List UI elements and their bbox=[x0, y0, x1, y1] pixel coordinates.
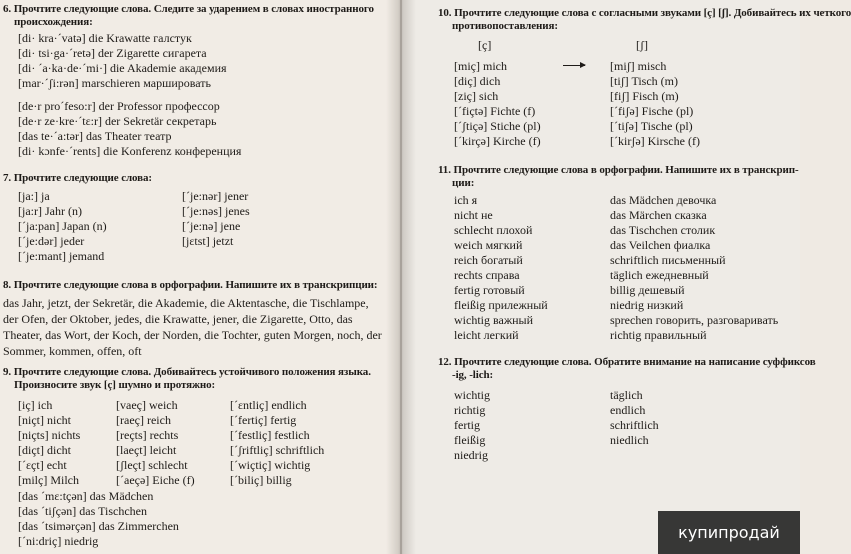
ex9-word: [ʃleçt] schlecht bbox=[116, 458, 188, 472]
ex11-word: richtig правильный bbox=[610, 328, 707, 342]
ex11-word: reich богатый bbox=[454, 253, 523, 267]
ex10-title-line2: противопоставления: bbox=[452, 20, 558, 32]
ex9-word: [ˊɛçt] echt bbox=[18, 458, 67, 472]
ex9-word: [das ˊtiʃçən] das Tischchen bbox=[18, 504, 147, 518]
ex12-word: täglich bbox=[610, 388, 643, 402]
ex6-group1 bbox=[18, 31, 227, 91]
ex11-word: ich я bbox=[454, 193, 478, 207]
ex10-word: [miç] mich bbox=[454, 59, 507, 73]
ex7-word: [jɛtst] jetzt bbox=[182, 234, 234, 248]
ex12-word: richtig bbox=[454, 403, 486, 417]
ex10-word: [ˊfiçtə] Fichte (f) bbox=[454, 104, 536, 118]
ex11-word: das Tischchen столик bbox=[610, 223, 716, 237]
right-page bbox=[402, 0, 851, 554]
ex9-col3 bbox=[230, 398, 324, 488]
left-page bbox=[0, 0, 398, 554]
ex12-title-line2: -ig, -lich: bbox=[452, 369, 494, 381]
ex10-word: [ˊkirçə] Kirche (f) bbox=[454, 134, 541, 148]
ex7-word: [ja:] ja bbox=[18, 189, 50, 203]
ex11-word: niedrig низкий bbox=[610, 298, 684, 312]
ex9-word: [ˊaeçə] Eiche (f) bbox=[116, 473, 195, 487]
ex10-word: [fiʃ] Fisch (m) bbox=[610, 89, 679, 103]
ex6-group2 bbox=[18, 99, 241, 159]
ex9-title-line2: Произносите звук [ç] шумно и протяжно: bbox=[14, 379, 216, 391]
ex11-word: das Mädchen девочка bbox=[610, 193, 717, 207]
ex9-tail bbox=[18, 489, 179, 549]
ex11-word: fleißig прилежный bbox=[454, 298, 548, 312]
ex11-word: wichtig важный bbox=[454, 313, 534, 327]
ex9-word: [iç] ich bbox=[18, 398, 53, 412]
ex11-word: fertig готовый bbox=[454, 283, 525, 297]
ex7-word: [ˊje:nəs] jenes bbox=[182, 204, 250, 218]
ex11-word: das Veilchen фиалка bbox=[610, 238, 711, 252]
ex11-word: leicht легкий bbox=[454, 328, 519, 342]
ex9-word: [laeçt] leicht bbox=[116, 443, 177, 457]
ex6-title-line1: 6. Прочтите следующие слова. Следите за ударением в словах иностранного bbox=[3, 3, 374, 15]
ex11-title-line1: 11. Прочтите следующие слова в орфографии. Напишите их в транскрип- bbox=[438, 164, 799, 176]
ex9-word: [reçts] rechts bbox=[116, 428, 179, 442]
ex6-word: [mar·ˊʃi:rən] marschieren маршировать bbox=[18, 76, 212, 90]
ex7-title: 7. Прочтите следующие слова: bbox=[3, 172, 152, 184]
ex9-word: [milç] Milch bbox=[18, 473, 79, 487]
ex9-col1 bbox=[18, 398, 80, 488]
ex11-word: rechts справа bbox=[454, 268, 520, 282]
ex7-col1 bbox=[18, 189, 107, 264]
ex10-head-sh: [ʃ] bbox=[636, 38, 648, 52]
ex12-col2 bbox=[610, 388, 659, 448]
ex10-word: [diç] dich bbox=[454, 74, 501, 88]
ex10-head-c: [ç] bbox=[478, 38, 492, 52]
ex12-word: schriftlich bbox=[610, 418, 659, 432]
ex11-col2 bbox=[610, 193, 778, 343]
ex6-word: [di· kra·ˊvatə] die Krawatte галстук bbox=[18, 31, 192, 45]
ex12-col1 bbox=[454, 388, 490, 463]
ex12-word: fleißig bbox=[454, 433, 486, 447]
ex10-title-line1: 10. Прочтите следующие слова с согласными звуками [ç] [ʃ]. Добивайтесь их четкого bbox=[438, 7, 851, 19]
ex9-word: [ˊbiliç] billig bbox=[230, 473, 292, 487]
ex12-word: fertig bbox=[454, 418, 480, 432]
ex10-word: [ˊtiʃə] Tische (pl) bbox=[610, 119, 693, 133]
ex11-word: weich мягкий bbox=[454, 238, 523, 252]
ex9-word: [das ˊmɛ:tçən] das Mädchen bbox=[18, 489, 154, 503]
ex6-word: [di· tsi·ga·ˊretə] der Zigarette сигарета bbox=[18, 46, 207, 60]
watermark: купипродай bbox=[658, 511, 800, 554]
ex11-word: schriftlich письменный bbox=[610, 253, 726, 267]
ex12-word: niedrig bbox=[454, 448, 488, 462]
ex11-col1 bbox=[454, 193, 548, 343]
ex11-word: billig дешевый bbox=[610, 283, 685, 297]
ex12-word: wichtig bbox=[454, 388, 490, 402]
ex7-word: [ˊje:mant] jemand bbox=[18, 249, 105, 263]
ex6-title-line2: происхождения: bbox=[14, 16, 93, 28]
ex7-word: [ˊje:nə] jene bbox=[182, 219, 241, 233]
ex9-word: [diçt] dicht bbox=[18, 443, 71, 457]
ex9-word: [ˊfestliç] festlich bbox=[230, 428, 310, 442]
ex9-word: [ˊɛntliç] endlich bbox=[230, 398, 307, 412]
ex11-title-line2: ции: bbox=[452, 177, 475, 189]
ex7-col2 bbox=[182, 189, 250, 249]
ex10-word: [ziç] sich bbox=[454, 89, 499, 103]
ex10-col1 bbox=[454, 59, 541, 149]
ex7-word: [ˊje:nər] jener bbox=[182, 189, 249, 203]
ex6-word: [di· kɔnfe·ˊrents] die Konferenz конференция bbox=[18, 144, 242, 158]
ex12-word: endlich bbox=[610, 403, 646, 417]
ex12-title-line1: 12. Прочтите следующие слова. Обратите внимание на написание суффиксов bbox=[438, 356, 816, 368]
ex6-word: [de·r ze·kre·ˊtɛ:r] der Sekretär секретарь bbox=[18, 114, 217, 128]
ex11-word: sprechen говорить, разговаривать bbox=[610, 313, 779, 327]
ex10-col2 bbox=[610, 59, 700, 149]
ex6-word: [das te·ˊa:tər] das Theater театр bbox=[18, 129, 172, 143]
book-spine bbox=[386, 0, 416, 554]
ex9-word: [ˊni:driç] niedrig bbox=[18, 534, 99, 548]
ex9-word: [ˊʃriftliç] schriftlich bbox=[230, 443, 325, 457]
ex7-word: [ˊja:pan] Japan (n) bbox=[18, 219, 107, 233]
ex9-col2 bbox=[116, 398, 195, 488]
ex10-word: [tiʃ] Tisch (m) bbox=[610, 74, 679, 88]
ex10-word: [ˊfiʃə] Fische (pl) bbox=[610, 104, 694, 118]
ex9-title-line1: 9. Прочтите следующие слова. Добивайтесь устойчивого положения языка. bbox=[3, 366, 371, 378]
ex11-word: nicht не bbox=[454, 208, 493, 222]
ex9-word: [niçt] nicht bbox=[18, 413, 71, 427]
ex9-word: [ˊfertiç] fertig bbox=[230, 413, 297, 427]
ex6-word: [de·r proˊfeso:r] der Professor профессор bbox=[18, 99, 220, 113]
ex9-word: [ˊwiçtiç] wichtig bbox=[230, 458, 311, 472]
ex11-word: täglich ежедневный bbox=[610, 268, 709, 282]
ex12-word: niedlich bbox=[610, 433, 649, 447]
ex10-word: [ˊʃtiçə] Stiche (pl) bbox=[454, 119, 541, 133]
ex11-word: schlecht плохой bbox=[454, 223, 533, 237]
ex11-word: das Märchen сказка bbox=[610, 208, 707, 222]
arrow-right-icon bbox=[563, 65, 585, 66]
ex7-word: [ˊje:dər] jeder bbox=[18, 234, 85, 248]
ex9-word: [das ˊtsimərçən] das Zimmerchen bbox=[18, 519, 179, 533]
ex9-word: [vaeç] weich bbox=[116, 398, 178, 412]
ex9-word: [raeç] reich bbox=[116, 413, 171, 427]
ex8-title: 8. Прочтите следующие слова в орфографии. Напишите их в транскрипции: bbox=[3, 279, 378, 291]
ex10-word: [miʃ] misch bbox=[610, 59, 667, 73]
ex6-word: [di· ˊa·ka·de·ˊmi·] die Akademie академия bbox=[18, 61, 227, 75]
ex9-word: [niçts] nichts bbox=[18, 428, 81, 442]
ex7-word: [ja:r] Jahr (n) bbox=[18, 204, 82, 218]
ex8-text: das Jahr, jetzt, der Sekretär, die Akademie, die Aktentasche, die Tischlampe, der Ofen, der Oktober, jedes, die Krawatte, jener, die Zigarette, Otto, das Theater, das Wort, der Koch, der Norden, die Tochter, guten Morgen, noch, der Sommer, kommen, offen, oft bbox=[3, 296, 382, 358]
ex10-word: [ˊkirʃə] Kirsche (f) bbox=[610, 134, 700, 148]
